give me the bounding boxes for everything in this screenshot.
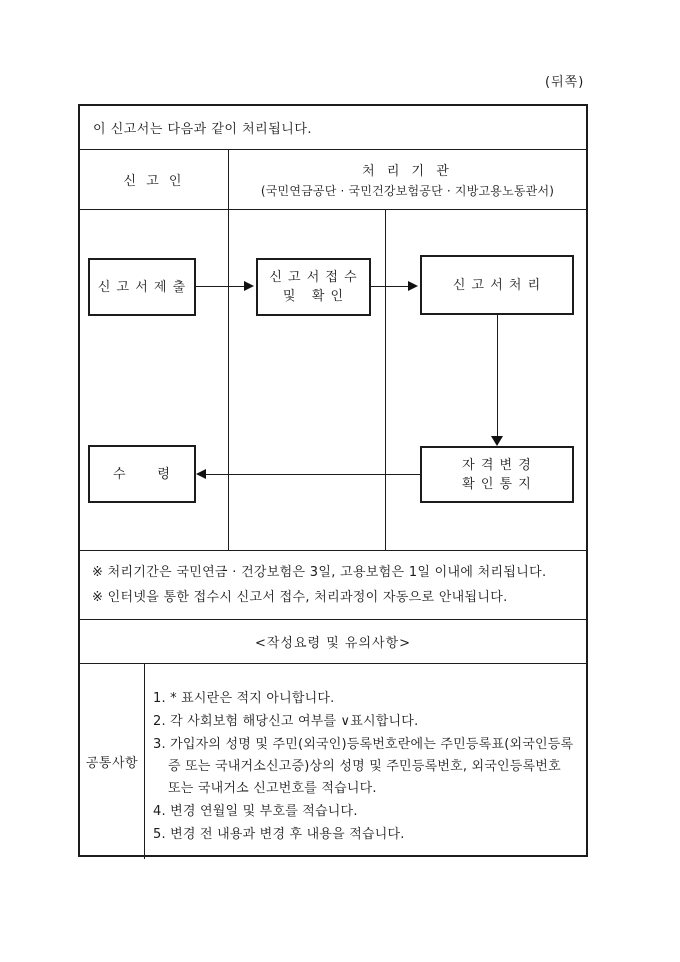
process-table bbox=[78, 104, 588, 857]
flow-box-submit-label: 신 고 서 제 출 bbox=[97, 279, 187, 295]
processing-note-1: ※ 처리기간은 국민연금 · 건강보험은 3일, 고용보험은 1일 이내에 처리됩니다. bbox=[92, 565, 547, 580]
reporter-header-cell bbox=[80, 150, 229, 209]
reporter-label: 신 고 인 bbox=[123, 174, 185, 189]
flow-box-receive-line1: 신 고 서 접 수 bbox=[269, 270, 358, 285]
arrowhead-down-icon bbox=[491, 436, 503, 446]
instruction-item-2: 2. 각 사회보험 해당신고 여부를 ∨표시합니다. bbox=[153, 714, 419, 729]
flow-box-process-label: 신 고 서 처 리 bbox=[452, 277, 542, 293]
processing-note-2: ※ 인터넷을 통한 접수시 신고서 접수, 처리과정이 자동으로 안내됩니다. bbox=[92, 590, 508, 605]
arrow-notice-to-receipt-line bbox=[206, 474, 420, 475]
header-row bbox=[80, 150, 586, 210]
common-items-cell bbox=[145, 664, 586, 859]
notes-row bbox=[80, 551, 586, 620]
column-divider-left bbox=[228, 210, 229, 550]
flowchart-row bbox=[80, 210, 586, 551]
instruction-item-4: 4. 변경 연월일 및 부호를 적습니다. bbox=[153, 804, 358, 819]
agency-header-cell bbox=[229, 150, 586, 209]
instruction-item-1: 1. * 표시란은 적지 아니합니다. bbox=[153, 691, 335, 706]
arrowhead-right-icon bbox=[408, 281, 418, 291]
arrow-receive-to-process-line bbox=[371, 286, 409, 287]
intro-text: 이 신고서는 다음과 같이 처리됩니다. bbox=[93, 122, 313, 137]
instruction-item-5: 5. 변경 전 내용과 변경 후 내용을 적습니다. bbox=[153, 827, 405, 842]
agency-subtitle: (국민연금공단 · 국민건강보험공단 · 지방고용노동관서) bbox=[260, 184, 555, 198]
intro-row bbox=[80, 106, 586, 150]
flow-box-notice-line2: 확 인 통 지 bbox=[462, 476, 532, 492]
flow-box-receive-line2: 및 확 인 bbox=[282, 289, 345, 304]
arrowhead-right-icon bbox=[244, 281, 254, 291]
flow-box-receipt bbox=[88, 445, 196, 503]
flow-box-submit bbox=[88, 258, 196, 316]
flow-box-notice bbox=[420, 446, 574, 503]
flow-box-process bbox=[420, 255, 574, 315]
common-label-cell bbox=[80, 664, 145, 859]
instructions-title: <작성요령 및 유의사항> bbox=[254, 636, 412, 651]
flow-box-notice-line1: 자 격 변 경 bbox=[462, 457, 532, 473]
column-divider-right bbox=[385, 210, 386, 550]
arrowhead-left-icon bbox=[196, 469, 206, 479]
instructions-title-row bbox=[80, 620, 586, 664]
common-label: 공통사항 bbox=[85, 756, 139, 771]
back-side-label: (뒤쪽) bbox=[545, 75, 585, 90]
instruction-item-3: 3. 가입자의 성명 및 주민(외국인)등록번호란에는 주민등록표(외국인등록증 또는 국내거소신고증)상의 성명 및 주민등록번호, 외국인등록번호 또는 국내거소 신고번호를 적습니다. bbox=[153, 737, 574, 796]
agency-title: 처 리 기 관 bbox=[362, 164, 453, 179]
arrow-process-to-notice-line bbox=[497, 315, 498, 436]
flow-box-receive bbox=[256, 258, 371, 316]
flow-box-receipt-label: 수 령 bbox=[113, 466, 171, 482]
common-row bbox=[80, 664, 586, 859]
arrow-submit-to-receive-line bbox=[196, 286, 246, 287]
